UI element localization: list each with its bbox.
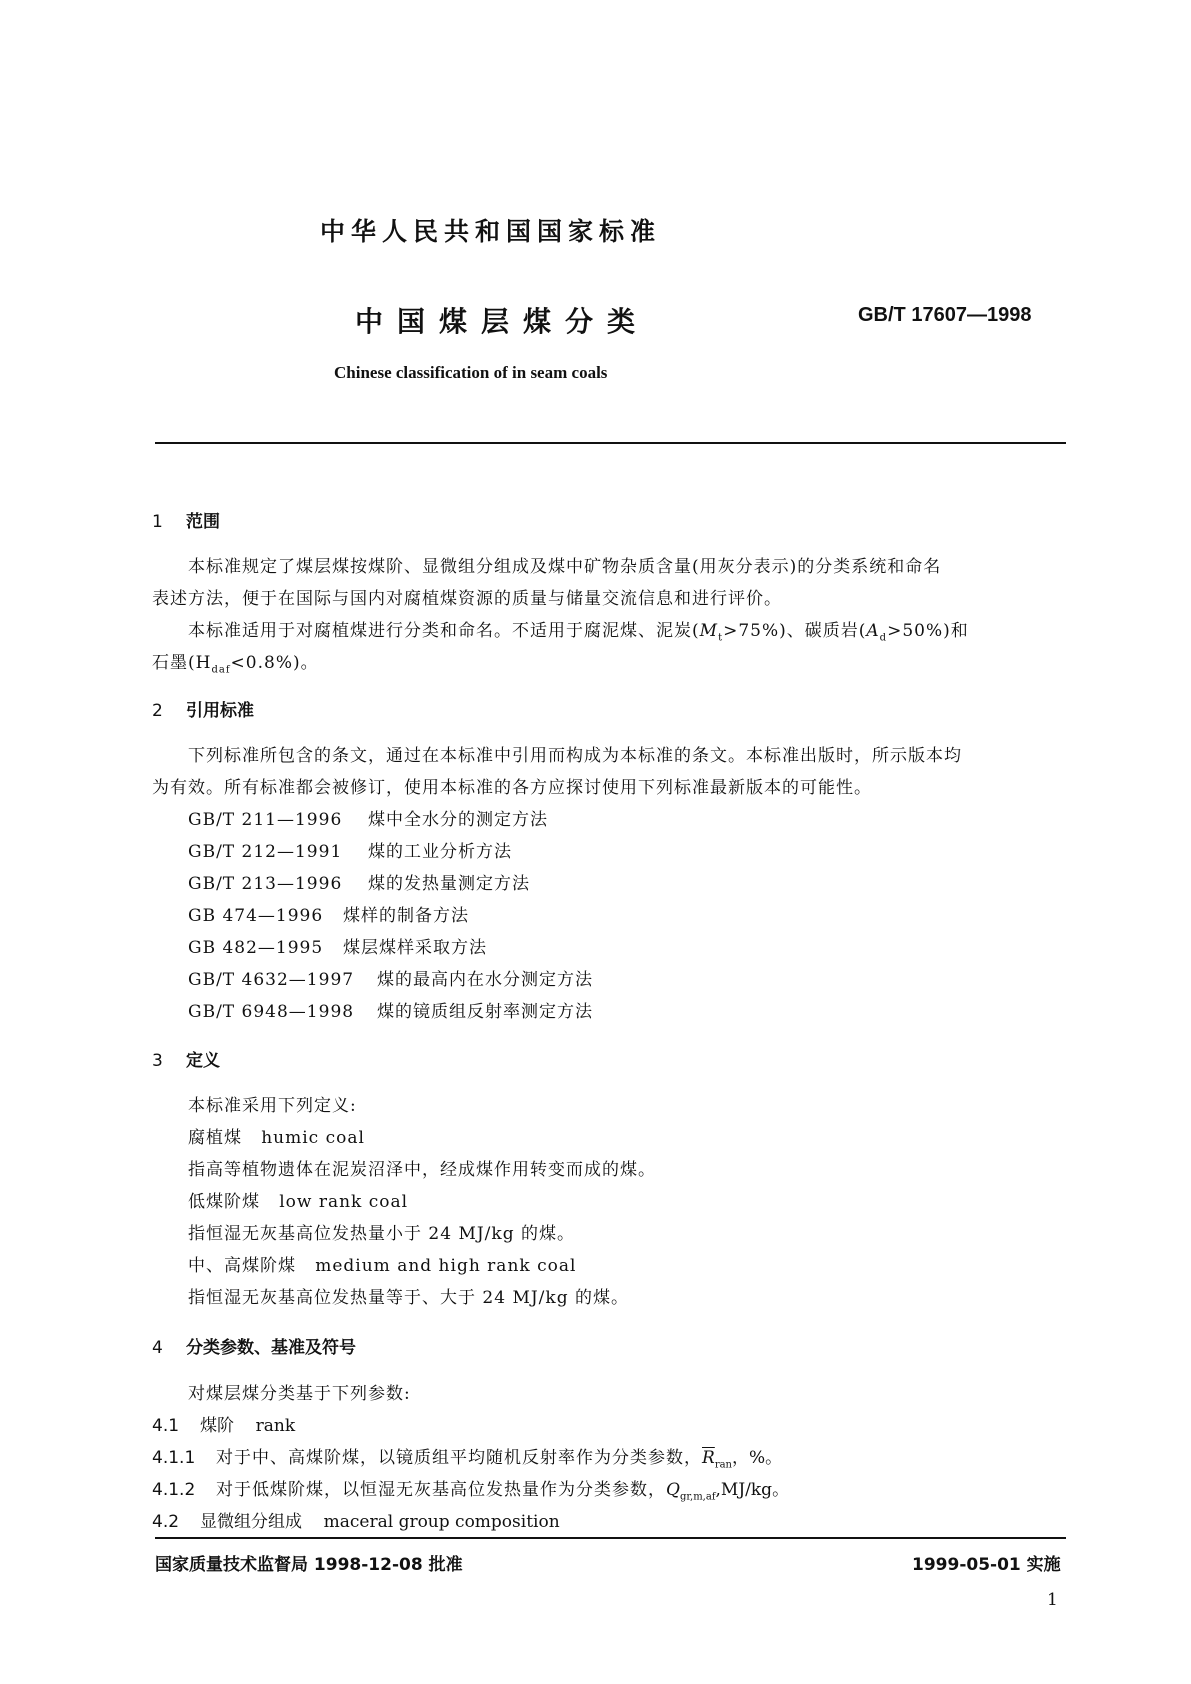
clause-text: 显微组分组成 — [200, 1512, 302, 1532]
reference-title: 煤的发热量测定方法 — [368, 874, 530, 894]
subscript: d — [879, 632, 888, 644]
reference-item — [188, 869, 530, 894]
section-3-heading — [152, 1046, 220, 1071]
clause-en: maceral group composition — [323, 1512, 560, 1532]
clause-4-1-2 — [152, 1475, 789, 1502]
term-en: medium and high rank coal — [315, 1256, 577, 1276]
document-title: 中国煤层煤分类 — [355, 305, 650, 338]
reference-code: GB/T 211—1996 — [188, 810, 343, 830]
reference-title: 煤中全水分的测定方法 — [368, 810, 548, 830]
reference-item — [188, 933, 487, 958]
subscript: t — [718, 632, 724, 644]
section-number: 4 — [152, 1338, 163, 1358]
section-1-heading — [152, 507, 220, 532]
clause-number: 4.1.1 — [152, 1448, 196, 1468]
definitions-intro: 本标准采用下列定义: — [188, 1096, 357, 1116]
header-divider — [155, 442, 1066, 444]
scope-paragraph-2-line-2 — [152, 648, 319, 675]
clause-number: 4.1 — [152, 1416, 180, 1436]
reference-code: GB/T 212—1991 — [188, 842, 343, 862]
references-intro-line-1: 下列标准所包含的条文，通过在本标准中引用而构成为本标准的条文。本标准出版时，所示版本均 — [188, 746, 962, 766]
definition-term — [188, 1251, 576, 1276]
footer-divider — [155, 1537, 1066, 1539]
text-fragment: 本标准适用于对腐植煤进行分类和命名。不适用于腐泥煤、泥炭( — [188, 621, 700, 641]
definition-term — [188, 1187, 408, 1212]
definition-text: 指恒湿无灰基高位发热量小于 24 MJ/kg 的煤。 — [188, 1224, 575, 1244]
reference-code: GB/T 4632—1997 — [188, 970, 355, 990]
unit: ，%。 — [732, 1448, 783, 1468]
clause-number: 4.1.2 — [152, 1480, 196, 1500]
scope-paragraph-1-line-1: 本标准规定了煤层煤按煤阶、显微组分组成及煤中矿物杂质含量(用灰分表示)的分类系统和命名 — [188, 557, 942, 577]
section-number: 3 — [152, 1051, 163, 1071]
symbol-moisture: M — [699, 621, 719, 641]
clause-number: 4.2 — [152, 1512, 180, 1532]
definition-text: 指高等植物遗体在泥炭沼泽中，经成煤作用转变而成的煤。 — [188, 1160, 656, 1180]
term-zh: 低煤阶煤 — [188, 1192, 260, 1212]
reference-item — [188, 901, 469, 926]
symbol-ash: A — [866, 621, 880, 641]
clause-4-1-1 — [152, 1443, 782, 1470]
reference-title: 煤的工业分析方法 — [368, 842, 512, 862]
clause-text: 煤阶 — [200, 1416, 234, 1436]
standard-number: GB/T 17607—1998 — [858, 304, 1032, 326]
reference-title: 煤层煤样采取方法 — [343, 938, 487, 958]
national-standard-heading: 中华人民共和国国家标准 — [320, 217, 662, 246]
english-title: Chinese classification of in seam coals — [334, 363, 608, 382]
section-title: 引用标准 — [186, 701, 254, 721]
implementation-date: 1999-05-01 实施 — [912, 1555, 1061, 1575]
clause-text: 对于低煤阶煤，以恒湿无灰基高位发热量作为分类参数， — [216, 1480, 666, 1500]
text-fragment: 石墨(H — [152, 653, 212, 673]
page-number: 1 — [1047, 1590, 1058, 1610]
reference-code: GB 482—1995 — [188, 938, 324, 958]
reference-title: 煤样的制备方法 — [343, 906, 469, 926]
reference-code: GB/T 213—1996 — [188, 874, 343, 894]
section-title: 范围 — [186, 512, 220, 532]
clause-4-2 — [152, 1507, 560, 1532]
section-title: 分类参数、基准及符号 — [186, 1338, 356, 1358]
section-2-heading — [152, 696, 254, 721]
section-title: 定义 — [186, 1051, 220, 1071]
reference-code: GB/T 6948—1998 — [188, 1002, 355, 1022]
unit: ,MJ/kg。 — [715, 1480, 790, 1500]
clause-4-1 — [152, 1411, 295, 1436]
clause-text: 对于中、高煤阶煤，以镜质组平均随机反射率作为分类参数， — [216, 1448, 702, 1468]
parameters-intro: 对煤层煤分类基于下列参数: — [188, 1384, 411, 1404]
reference-item — [188, 837, 512, 862]
term-en: low rank coal — [279, 1192, 409, 1212]
term-zh: 中、高煤阶煤 — [188, 1256, 296, 1276]
text-fragment: >50%)和 — [887, 621, 969, 641]
term-en: humic coal — [261, 1128, 365, 1148]
text-fragment: <0.8%)。 — [230, 653, 319, 673]
clause-en: rank — [255, 1416, 296, 1436]
definition-text: 指恒湿无灰基高位发热量等于、大于 24 MJ/kg 的煤。 — [188, 1288, 629, 1308]
reference-item — [188, 805, 548, 830]
term-zh: 腐植煤 — [188, 1128, 242, 1148]
scope-paragraph-1-line-2: 表述方法，便于在国际与国内对腐植煤资源的质量与储量交流信息和进行评价。 — [152, 589, 782, 609]
reference-title: 煤的镜质组反射率测定方法 — [377, 1002, 593, 1022]
definition-term — [188, 1123, 365, 1148]
subscript: gr,m,af — [679, 1491, 716, 1503]
text-fragment: >75%)、碳质岩( — [723, 621, 867, 641]
references-intro-line-2: 为有效。所有标准都会被修订，使用本标准的各方应探讨使用下列标准最新版本的可能性。 — [152, 778, 872, 798]
reference-code: GB 474—1996 — [188, 906, 324, 926]
approval-statement: 国家质量技术监督局 1998-12-08 批准 — [155, 1555, 463, 1575]
reference-title: 煤的最高内在水分测定方法 — [377, 970, 593, 990]
section-number: 2 — [152, 701, 163, 721]
reference-item — [188, 997, 593, 1022]
symbol-calorific-value: Q — [666, 1480, 680, 1500]
subscript: ran — [714, 1459, 732, 1471]
section-number: 1 — [152, 512, 163, 532]
symbol-reflectance: $\overline{R}$ — [702, 1448, 715, 1468]
scope-paragraph-2-line-1 — [188, 616, 969, 643]
subscript: daf — [211, 664, 231, 676]
section-4-heading — [152, 1333, 356, 1358]
reference-item — [188, 965, 593, 990]
